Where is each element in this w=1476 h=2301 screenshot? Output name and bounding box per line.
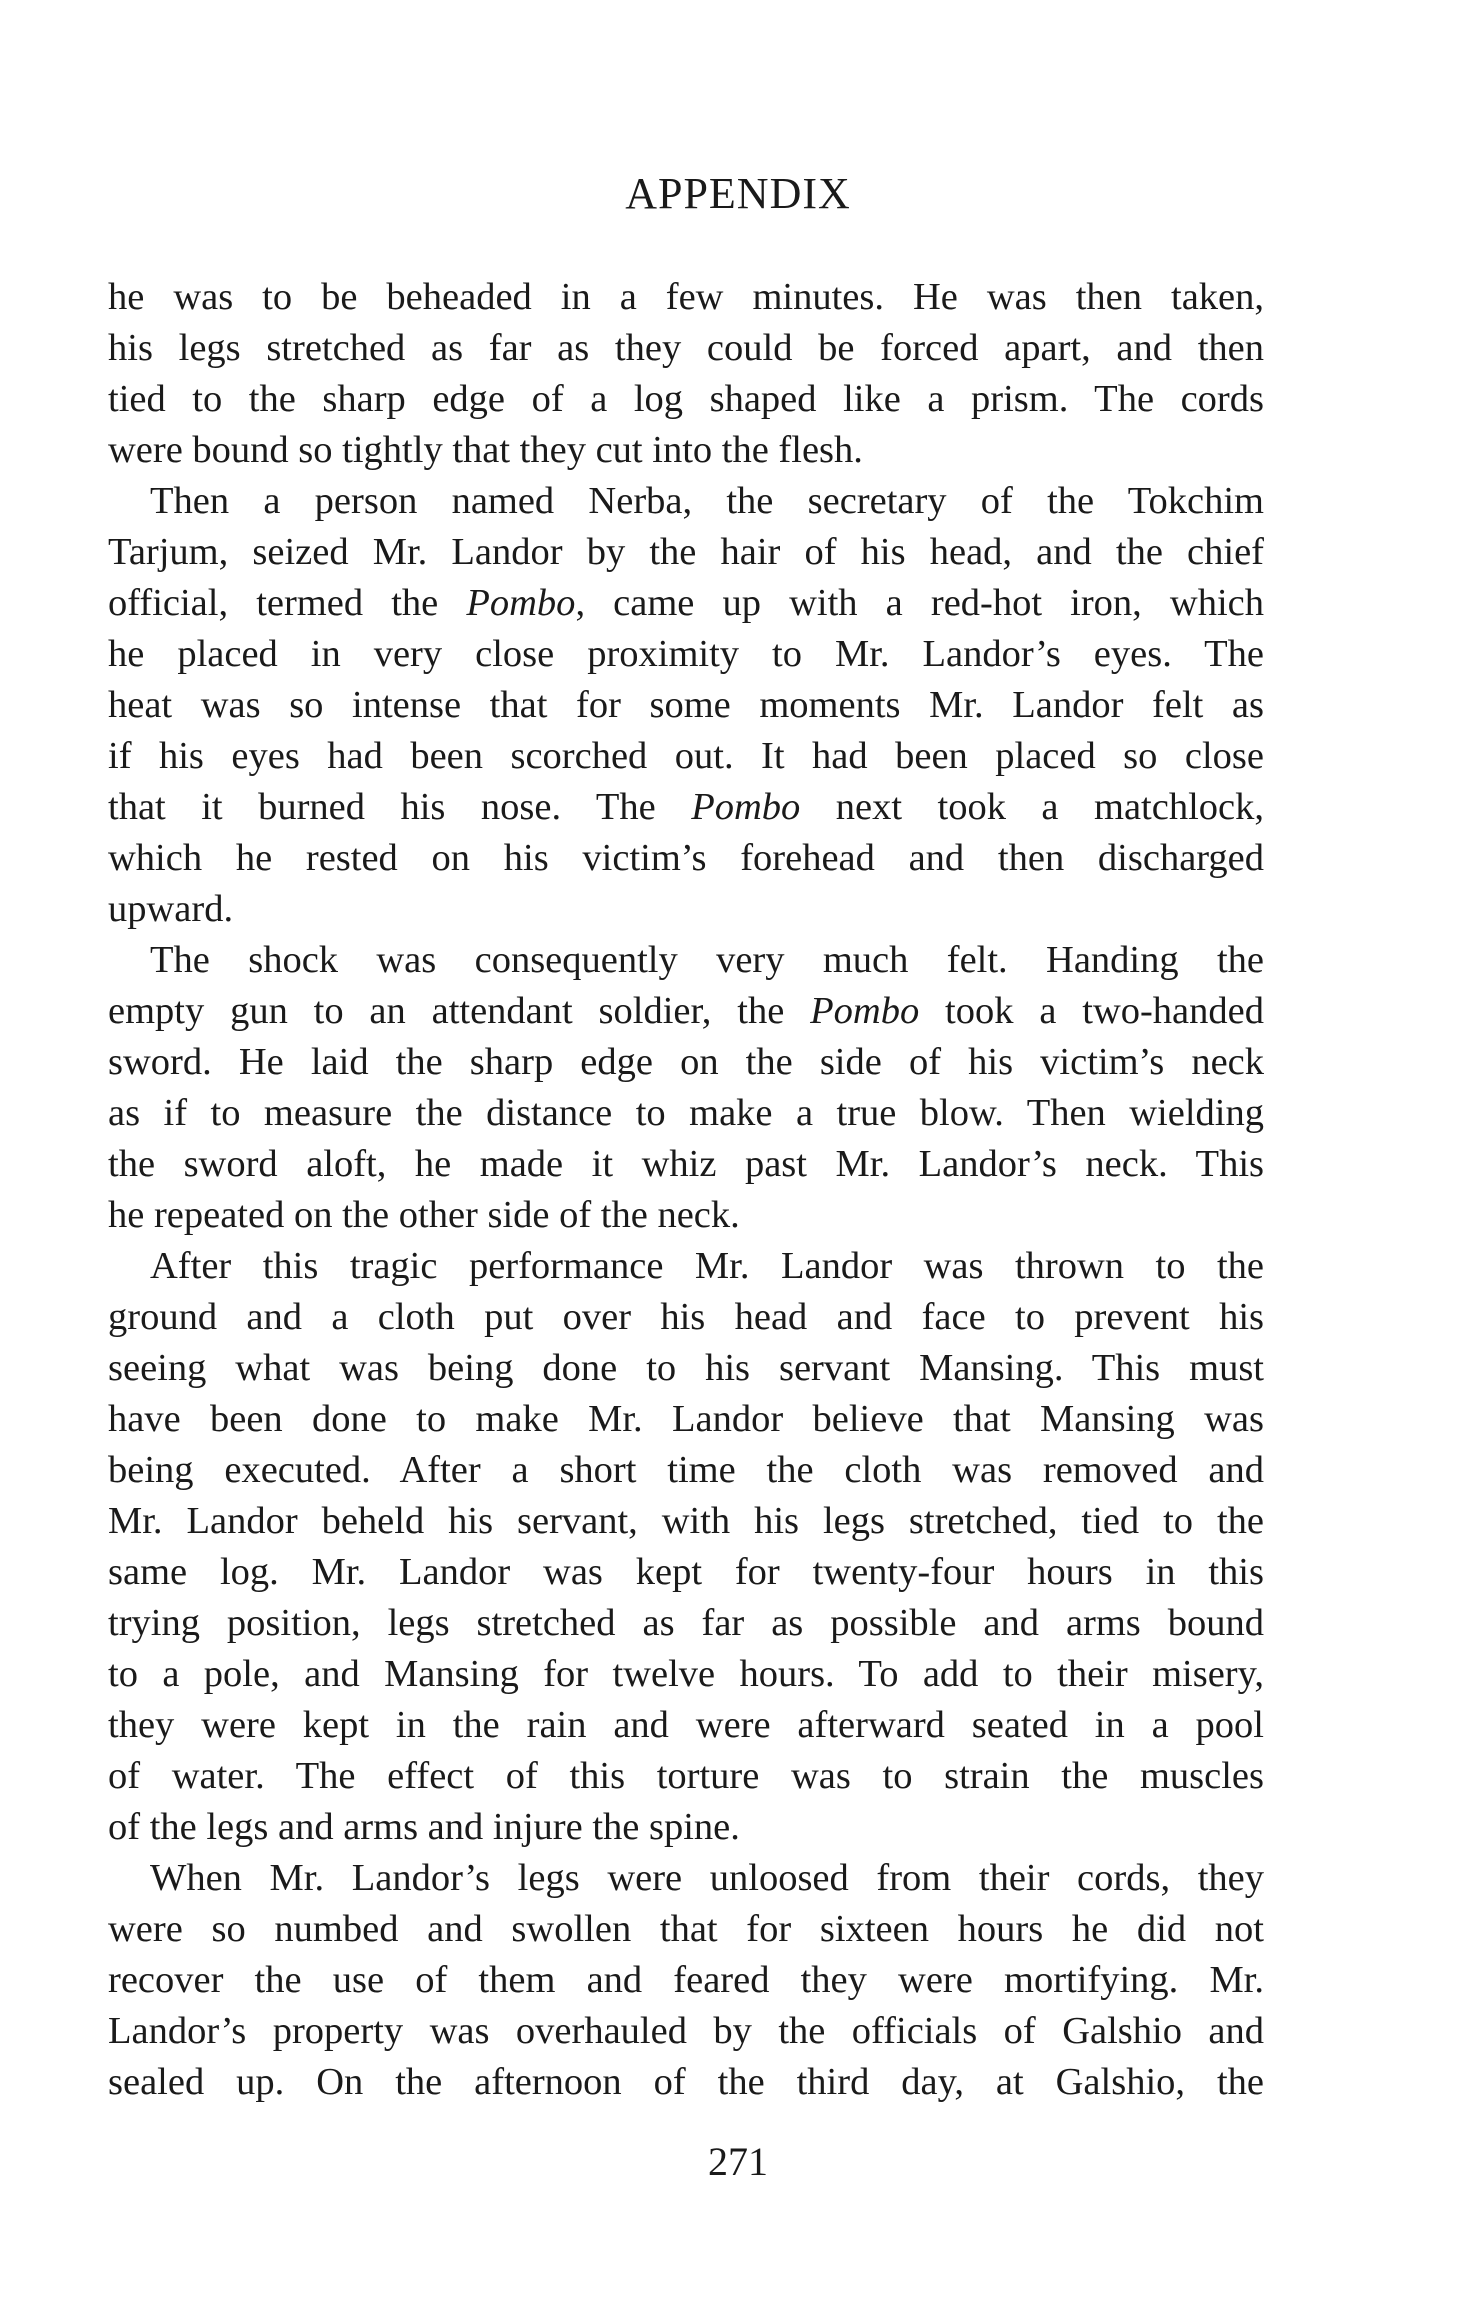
text-line: When Mr. Landor’s legs were unloosed from their cords, they bbox=[150, 1857, 1264, 1899]
text-line: sword. He laid the sharp edge on the side of his victim’s neck bbox=[108, 1041, 1264, 1083]
text-line: Mr. Landor beheld his servant, with his legs stretched, tied to the bbox=[108, 1500, 1264, 1542]
text-line: Tarjum, seized Mr. Landor by the hair of his head, and the chief bbox=[108, 531, 1264, 573]
text-line: Then a person named Nerba, the secretary of the Tokchim bbox=[150, 480, 1264, 522]
text-line: were bound so tightly that they cut into the flesh. bbox=[108, 429, 863, 471]
text-line: he repeated on the other side of the neck. bbox=[108, 1194, 740, 1236]
text-line: Landor’s property was overhauled by the officials of Galshio and bbox=[108, 2010, 1264, 2052]
text-line: they were kept in the rain and were afterward seated in a pool bbox=[108, 1704, 1264, 1746]
text-line: same log. Mr. Landor was kept for twenty-four hours in this bbox=[108, 1551, 1264, 1593]
text-line: as if to measure the distance to make a true blow. Then wielding bbox=[108, 1092, 1264, 1134]
text-line: of the legs and arms and injure the spine. bbox=[108, 1806, 740, 1848]
text-line: recover the use of them and feared they were mortifying. Mr. bbox=[108, 1959, 1264, 2001]
text-line: upward. bbox=[108, 888, 234, 930]
text-line: that it burned his nose. The Pombo next took a matchlock, bbox=[108, 786, 1264, 828]
text-line: have been done to make Mr. Landor believe that Mansing was bbox=[108, 1398, 1264, 1440]
running-head: APPENDIX bbox=[625, 169, 851, 218]
text-line: empty gun to an attendant soldier, the Pombo took a two-handed bbox=[108, 990, 1264, 1032]
text-line: which he rested on his victim’s forehead and then discharged bbox=[108, 837, 1264, 879]
text-line: sealed up. On the afternoon of the third day, at Galshio, the bbox=[108, 2061, 1264, 2103]
text-line: being executed. After a short time the cloth was removed and bbox=[108, 1449, 1264, 1491]
text-line: of water. The effect of this torture was to strain the muscles bbox=[108, 1755, 1264, 1797]
text-line: tied to the sharp edge of a log shaped like a prism. The cords bbox=[108, 378, 1264, 420]
text-line: After this tragic performance Mr. Landor was thrown to the bbox=[150, 1245, 1264, 1287]
text-line: The shock was consequently very much felt. Handing the bbox=[150, 939, 1264, 981]
text-line: if his eyes had been scorched out. It had been placed so close bbox=[108, 735, 1264, 777]
text-line: trying position, legs stretched as far as possible and arms bound bbox=[108, 1602, 1264, 1644]
body-text bbox=[108, 272, 1264, 2108]
text-line: his legs stretched as far as they could be forced apart, and then bbox=[108, 327, 1264, 369]
text-line: ground and a cloth put over his head and face to prevent his bbox=[108, 1296, 1264, 1338]
page-number: 271 bbox=[708, 2139, 768, 2184]
text-line: he was to be beheaded in a few minutes. He was then taken, bbox=[108, 276, 1264, 318]
text-line: he placed in very close proximity to Mr. Landor’s eyes. The bbox=[108, 633, 1264, 675]
text-line: were so numbed and swollen that for sixteen hours he did not bbox=[108, 1908, 1264, 1950]
text-line: official, termed the Pombo, came up with a red-hot iron, which bbox=[108, 582, 1265, 624]
text-line: the sword aloft, he made it whiz past Mr. Landor’s neck. This bbox=[108, 1143, 1264, 1185]
text-line: seeing what was being done to his servant Mansing. This must bbox=[108, 1347, 1264, 1389]
text-line: to a pole, and Mansing for twelve hours. To add to their misery, bbox=[108, 1653, 1264, 1695]
text-line: heat was so intense that for some moments Mr. Landor felt as bbox=[108, 684, 1264, 726]
